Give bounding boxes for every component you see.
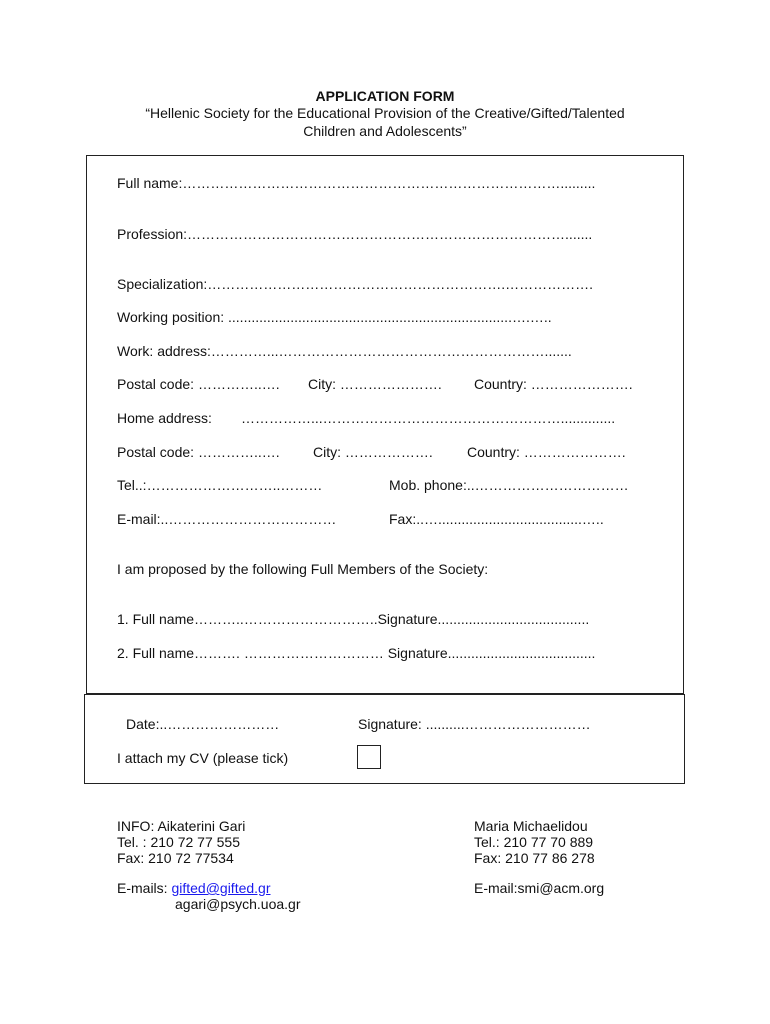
full-name-field[interactable]: Full name:………………………………………………………………………......... (117, 175, 596, 191)
tel-field[interactable]: Tel..:………………………..……… (117, 477, 323, 493)
home-address-field[interactable]: ……………...…………………………………………….............. (241, 410, 616, 426)
attach-cv-label: I attach my CV (please tick) (117, 750, 289, 766)
attach-cv-checkbox[interactable] (357, 745, 381, 769)
form-title: APPLICATION FORM (315, 88, 455, 104)
email-link-gifted[interactable]: gifted@gifted.gr (171, 880, 271, 896)
info-fax-right: Fax: 210 77 86 278 (474, 850, 595, 866)
form-subtitle-line-1: “Hellenic Society for the Educational Provision of the Creative/Gifted/Talented (145, 105, 625, 121)
home-country-field[interactable]: Country: …………………. (467, 444, 626, 460)
home-city-field[interactable]: City: ………………. (313, 444, 433, 460)
signature-box (84, 694, 685, 784)
signature-field[interactable]: Signature: ..........……………………… (358, 716, 591, 732)
profession-field[interactable]: Profession:………………………………………………………………………....... (117, 226, 593, 242)
info-email-right: E-mail:smi@acm.org (474, 880, 605, 896)
info-email-2-left: agari@psych.uoa.gr (175, 896, 301, 912)
home-address-label: Home address: (117, 410, 212, 426)
info-tel-left: Tel. : 210 72 77 555 (117, 834, 240, 850)
work-country-field[interactable]: Country: …………………. (474, 376, 633, 392)
info-fax-left: Fax: 210 72 77534 (117, 850, 234, 866)
form-subtitle-line-2: Children and Adolescents” (303, 123, 467, 139)
info-emails-left (117, 880, 271, 896)
work-postal-code-field[interactable]: Postal code: …………..…. (117, 376, 280, 392)
working-position-field[interactable]: Working position: .........................................................................….….. (117, 309, 552, 325)
date-field[interactable]: Date:..…………………… (126, 716, 280, 732)
work-address-field[interactable]: Work: address:…………...…………………………………………………....... (117, 343, 572, 359)
info-tel-right: Tel.: 210 77 70 889 (474, 834, 594, 850)
specialization-field[interactable]: Specialization:……………………………………………………….………………. (117, 276, 594, 292)
home-postal-code-field[interactable]: Postal code: …………..…. (117, 444, 280, 460)
info-contact-name-left: INFO: Aikaterini Gari (117, 818, 246, 834)
proposed-by-text: I am proposed by the following Full Members of the Society: (117, 561, 489, 577)
fax-field[interactable]: Fax:..….....................................….. (389, 511, 604, 527)
email-field[interactable]: E-mail:..……………………………… (117, 511, 337, 527)
member-2-field[interactable]: 2. Full name………. ………………………… Signature...................................... (117, 645, 596, 661)
mobile-phone-field[interactable]: Mob. phone:..…………………………… (389, 477, 629, 493)
info-contact-name-right: Maria Michaelidou (474, 818, 588, 834)
member-1-field[interactable]: 1. Full name………..………………………..Signature....................................... (117, 611, 590, 627)
work-city-field[interactable]: City: …………………. (308, 376, 442, 392)
info-emails-label: E-mails: (117, 880, 172, 896)
